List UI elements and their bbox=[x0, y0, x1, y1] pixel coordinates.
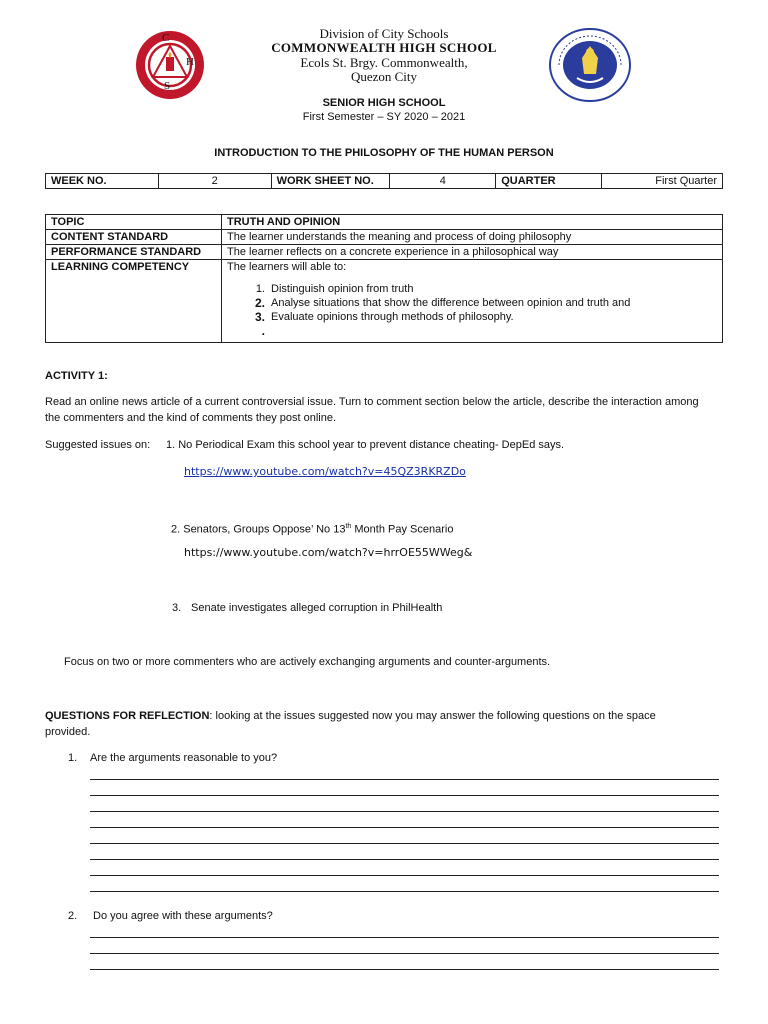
issue-1-link[interactable]: https://www.youtube.com/watch?v=45QZ3RKRZDo bbox=[184, 465, 466, 478]
answer-line[interactable] bbox=[90, 875, 719, 876]
performance-standard-value: The learner reflects on a concrete experience in a philosophical way bbox=[222, 245, 723, 260]
answer-line[interactable] bbox=[90, 891, 719, 892]
issue-2-link[interactable]: https://www.youtube.com/watch?v=hrrOE55WWeg& bbox=[184, 546, 473, 559]
reflection-intro bbox=[45, 709, 656, 724]
answer-line[interactable] bbox=[90, 937, 719, 938]
answer-line[interactable] bbox=[90, 779, 719, 780]
answer-line[interactable] bbox=[90, 969, 719, 970]
learning-competency-label: LEARNING COMPETENCY bbox=[46, 260, 222, 343]
table-row bbox=[46, 260, 723, 343]
issue-2 bbox=[171, 519, 453, 538]
activity-title: ACTIVITY 1: bbox=[45, 370, 108, 382]
question-2: Do you agree with these arguments? bbox=[93, 910, 273, 922]
week-info-table bbox=[45, 173, 723, 189]
answer-line[interactable] bbox=[90, 811, 719, 812]
week-value: 2 bbox=[158, 174, 271, 189]
list-text: Distinguish opinion from truth bbox=[271, 283, 414, 295]
address-line-2: Quezon City bbox=[350, 69, 418, 84]
question-2-number: 2. bbox=[68, 910, 78, 922]
issue-3: Senate investigates alleged corruption in PhilHealth bbox=[191, 602, 443, 614]
content-standard-label: CONTENT STANDARD bbox=[46, 230, 222, 245]
activity-instructions-2: the commenters and the kind of comments they post online. bbox=[45, 412, 337, 424]
list-number: 3. bbox=[254, 310, 265, 324]
semester-line: First Semester – SY 2020 – 2021 bbox=[302, 111, 466, 123]
question-1: Are the arguments reasonable to you? bbox=[90, 752, 278, 764]
answer-line[interactable] bbox=[90, 843, 719, 844]
list-text: Evaluate opinions through methods of philosophy. bbox=[271, 311, 514, 323]
performance-standard-label: PERFORMANCE STANDARD bbox=[46, 245, 222, 260]
reflection-intro-2: provided. bbox=[45, 726, 91, 738]
quarter-value: First Quarter bbox=[602, 174, 723, 189]
answer-line[interactable] bbox=[90, 827, 719, 828]
address-line-1: Ecols St. Brgy. Commonwealth, bbox=[300, 55, 468, 70]
sheet-value: 4 bbox=[390, 174, 496, 189]
list-number: 2. bbox=[254, 296, 265, 310]
list-text: Analyse situations that show the difference between opinion and truth and bbox=[271, 297, 631, 309]
issue-2-prefix: 2. Senators, Groups Oppose’ No 13 bbox=[171, 523, 346, 536]
list-item bbox=[249, 283, 717, 297]
seal-letter-c: C bbox=[162, 32, 170, 44]
table-row bbox=[46, 230, 723, 245]
deped-seal-logo bbox=[549, 28, 631, 102]
list-item bbox=[249, 311, 717, 325]
sheet-label: WORK SHEET NO. bbox=[271, 174, 390, 189]
reflection-intro-text: : looking at the issues suggested now you may answer the following questions on the space bbox=[209, 710, 656, 722]
content-standard-value: The learner understands the meaning and process of doing philosophy bbox=[222, 230, 723, 245]
quarter-label: QUARTER bbox=[496, 174, 602, 189]
issue-2-suffix: Month Pay Scenario bbox=[351, 523, 454, 536]
activity-instructions-1: Read an online news article of a current controversial issue. Turn to comment section below the article, describe the interaction among bbox=[45, 396, 699, 408]
seal-letter-h: H bbox=[186, 56, 194, 68]
answer-line[interactable] bbox=[90, 859, 719, 860]
table-row bbox=[46, 245, 723, 260]
issue-2-sup: th bbox=[345, 523, 352, 530]
reflection-label: QUESTIONS FOR REFLECTION bbox=[45, 710, 210, 722]
list-item bbox=[249, 325, 717, 339]
week-label: WEEK NO. bbox=[46, 174, 159, 189]
suggested-issues-label: Suggested issues on: bbox=[45, 439, 151, 451]
table-row bbox=[46, 174, 723, 189]
list-number: 1. bbox=[255, 283, 265, 295]
seal-letter-s: S bbox=[164, 80, 171, 92]
competency-intro: The learners will able to: bbox=[227, 261, 347, 273]
division-line: Division of City Schools bbox=[319, 26, 449, 41]
list-item bbox=[249, 297, 717, 311]
table-row bbox=[46, 215, 723, 230]
question-1-number: 1. bbox=[68, 752, 78, 764]
topic-value: TRUTH AND OPINION bbox=[222, 215, 723, 230]
school-name: COMMONWEALTH HIGH SCHOOL bbox=[271, 40, 497, 55]
answer-line[interactable] bbox=[90, 795, 719, 796]
subject-title: INTRODUCTION TO THE PHILOSOPHY OF THE HUMAN PERSON bbox=[214, 147, 554, 159]
issue-1: 1. No Periodical Exam this school year to prevent distance cheating- DepEd says. bbox=[166, 439, 565, 451]
topic-label: TOPIC bbox=[46, 215, 222, 230]
issue-3-number: 3. bbox=[172, 602, 182, 614]
standards-table bbox=[45, 214, 723, 343]
list-number: . bbox=[261, 324, 265, 338]
learning-competency-cell bbox=[222, 260, 723, 343]
answer-line[interactable] bbox=[90, 953, 719, 954]
focus-note: Focus on two or more commenters who are actively exchanging arguments and counter-arguments. bbox=[64, 656, 551, 668]
competency-list bbox=[227, 283, 717, 339]
section-title: SENIOR HIGH SCHOOL bbox=[322, 97, 446, 109]
